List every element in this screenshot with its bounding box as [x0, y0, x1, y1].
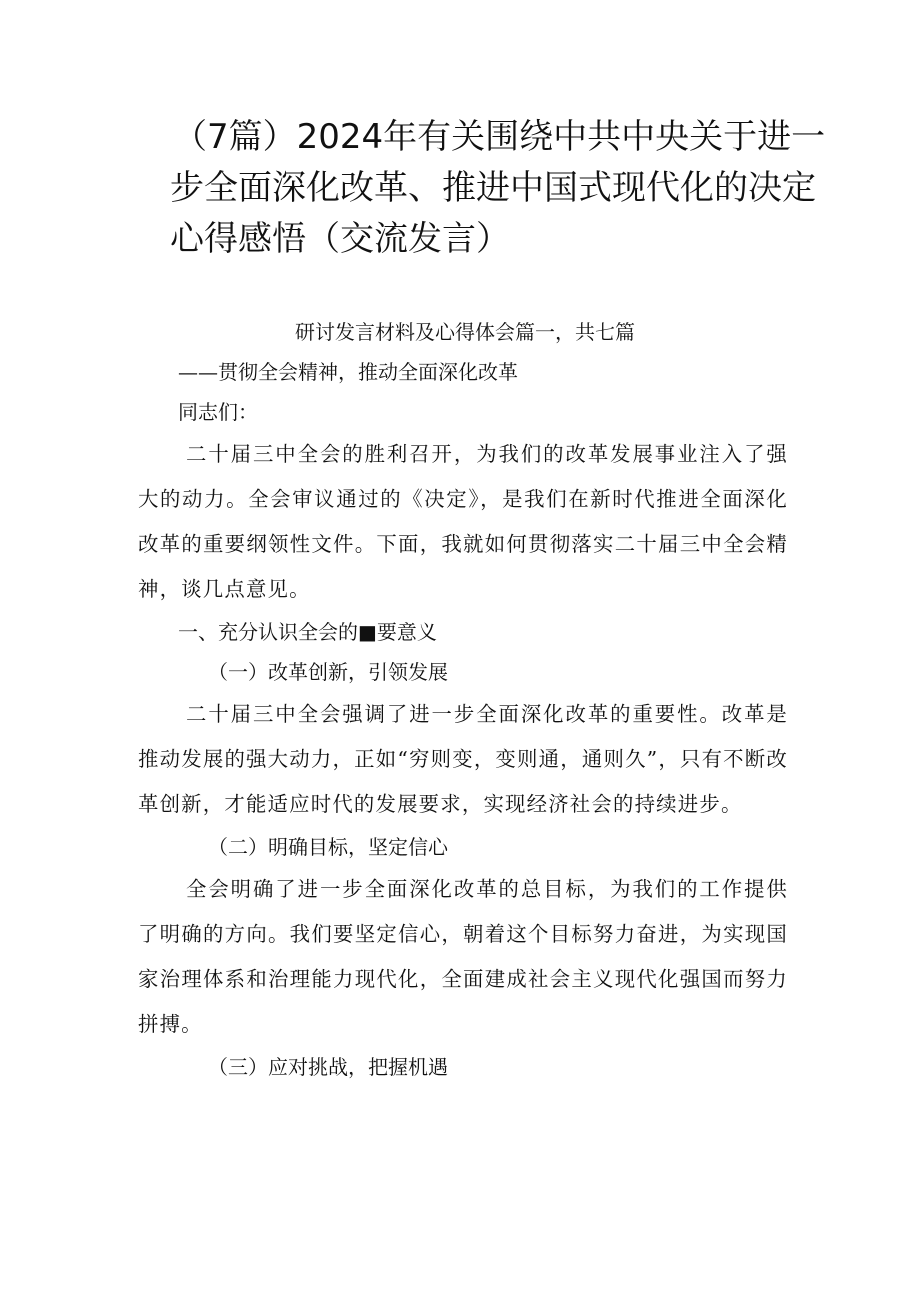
sub-paragraph-1: 二十届三中全会强调了进一步全面深化改革的重要性。改革是推动发展的强大动力，正如“穷则变，变则通，通则久”，只有不断改革创新，才能适应时代的发展要求，实现经济社会的持续进步。	[138, 702, 788, 816]
sub-heading-1: （一）改革创新，引领发展	[208, 660, 448, 684]
title-line-3: 心得感悟（交流发言）	[170, 219, 510, 259]
sub-heading-3: （三）应对挑战，把握机遇	[208, 1055, 448, 1079]
document-title	[120, 112, 826, 265]
part-one-heading: 一、充分认识全会的■要意义	[178, 620, 437, 644]
salutation: 同志们：	[178, 400, 258, 424]
sub-paragraph-2: 全会明确了进一步全面深化改革的总目标，为我们的工作提供了明确的方向。我们要坚定信心，朝着这个目标努力奋进，为实现国家治理体系和治理能力现代化，全面建成社会主义现代化强国而努力拼搏。	[138, 877, 788, 1036]
intro-paragraph: 二十届三中全会的胜利召开，为我们的改革发展事业注入了强大的动力。全会审议通过的《决定》，是我们在新时代推进全面深化改革的重要纲领性文件。下面，我就如何贯彻落实二十届三中全会精神，谈几点意见。	[138, 442, 788, 601]
sub-heading-2: （二）明确目标，坚定信心	[208, 835, 448, 859]
title-line-2: 步全面深化改革、推进中国式现代化的决定	[170, 168, 816, 208]
title-line-1: （7篇）2024年有关围绕中共中央关于进一	[173, 117, 826, 157]
document-body	[138, 312, 788, 1087]
section-heading: 研讨发言材料及心得体会篇一，共七篇	[295, 320, 635, 344]
subtitle: ——贯彻全会精神，推动全面深化改革	[178, 360, 518, 384]
